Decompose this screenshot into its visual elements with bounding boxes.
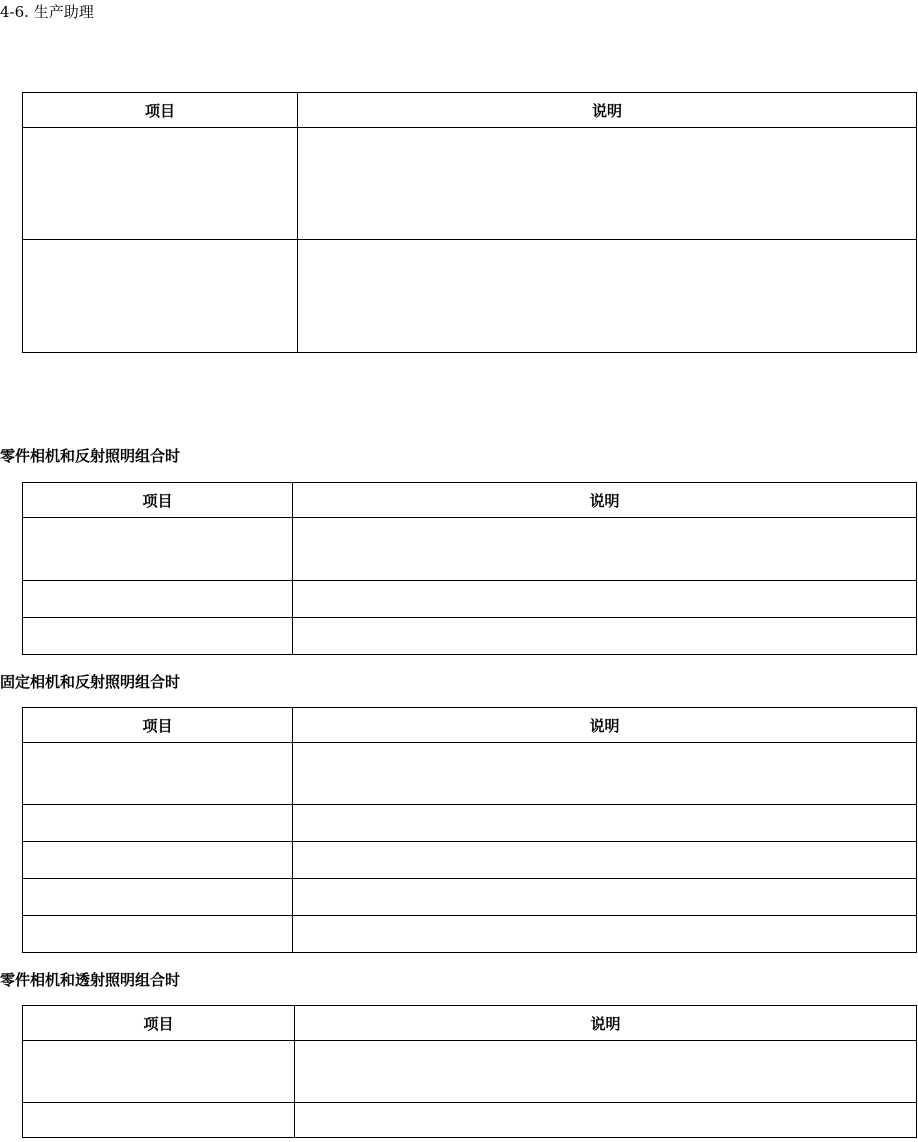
column-header-item: 项目 (23, 1006, 295, 1041)
page-title: 4-6. 生产助理 (0, 3, 94, 21)
cell-desc (295, 1041, 917, 1103)
table-row (23, 618, 917, 655)
column-header-item: 项目 (23, 483, 293, 518)
cell-desc (298, 240, 917, 353)
table-row (23, 518, 917, 581)
cell-desc (293, 805, 917, 842)
column-header-item: 项目 (23, 708, 293, 743)
column-header-item: 项目 (23, 93, 298, 128)
table-row (23, 743, 917, 805)
cell-desc (293, 518, 917, 581)
cell-desc (293, 743, 917, 805)
cell-desc (298, 128, 917, 240)
cell-item (23, 916, 293, 953)
cell-item (23, 618, 293, 655)
cell-desc (293, 618, 917, 655)
table-row (23, 805, 917, 842)
column-header-desc: 说明 (293, 483, 917, 518)
table-part-camera-transmit (22, 1005, 917, 1138)
table-header-row (23, 1006, 917, 1041)
table-general (22, 92, 917, 353)
table-header-row (23, 93, 917, 128)
table-header-row (23, 708, 917, 743)
section-title-part-camera-reflect: 零件相机和反射照明组合时 (0, 447, 181, 465)
column-header-desc: 说明 (293, 708, 917, 743)
table-row (23, 1041, 917, 1103)
table-part-camera-reflect (22, 482, 917, 655)
cell-item (23, 240, 298, 353)
column-header-desc: 说明 (295, 1006, 917, 1041)
cell-item (23, 1041, 295, 1103)
table-row (23, 879, 917, 916)
cell-item (23, 842, 293, 879)
cell-item (23, 518, 293, 581)
cell-item (23, 128, 298, 240)
cell-item (23, 879, 293, 916)
table-header-row (23, 483, 917, 518)
cell-desc (293, 916, 917, 953)
table-row (23, 128, 917, 240)
column-header-desc: 说明 (298, 93, 917, 128)
cell-item (23, 805, 293, 842)
cell-item (23, 581, 293, 618)
cell-desc (293, 879, 917, 916)
cell-item (23, 743, 293, 805)
table-row (23, 240, 917, 353)
cell-item (23, 1103, 295, 1138)
cell-desc (295, 1103, 917, 1138)
section-title-part-camera-transmit: 零件相机和透射照明组合时 (0, 971, 181, 989)
cell-desc (293, 842, 917, 879)
table-row (23, 842, 917, 879)
section-title-fixed-camera-reflect: 固定相机和反射照明组合时 (0, 673, 181, 691)
table-row (23, 581, 917, 618)
table-row (23, 1103, 917, 1138)
cell-desc (293, 581, 917, 618)
table-fixed-camera-reflect (22, 707, 917, 953)
table-row (23, 916, 917, 953)
